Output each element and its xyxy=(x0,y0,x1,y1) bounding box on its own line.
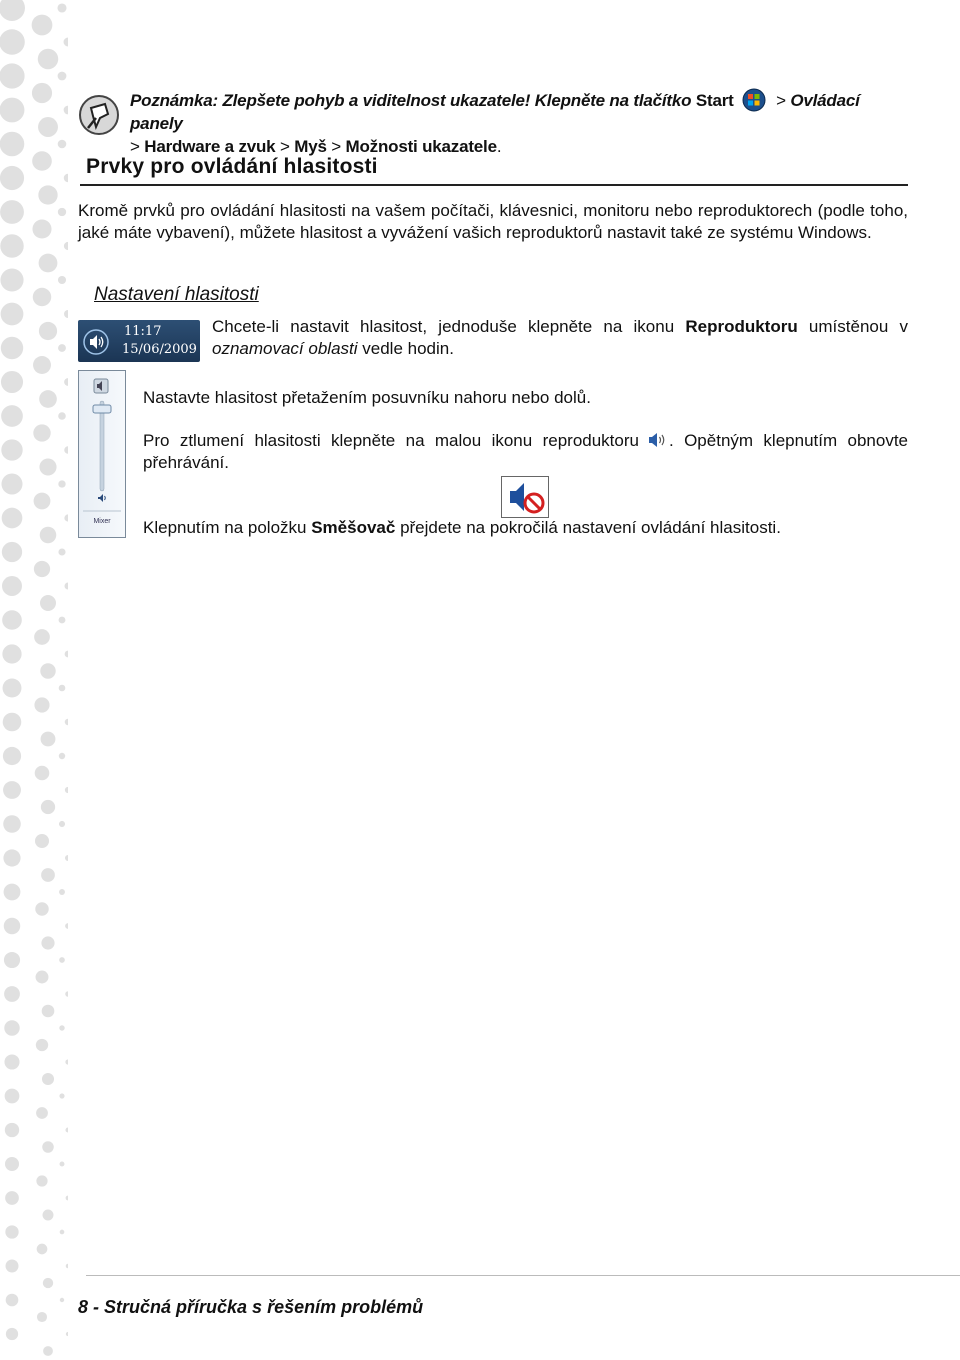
section-divider xyxy=(80,184,908,186)
taskbar-tray-image xyxy=(78,320,200,362)
mouse-label: Myš xyxy=(294,137,327,156)
volume-slider-graphic xyxy=(79,371,125,537)
tray-clock-date: 15/06/2009 xyxy=(122,342,197,357)
pointer-options-label: Možnosti ukazatele xyxy=(345,137,497,156)
volume-slider-panel-image xyxy=(78,370,126,538)
hardware-label: Hardware a zvuk xyxy=(144,137,276,156)
mute-instruction: Pro ztlumení hlasitosti klepněte na malou ikonu reproduktoru . Opětným klepnutím obnovte přehrávání. xyxy=(143,431,909,472)
subsection-title: Nastavení hlasitosti xyxy=(94,284,259,305)
section-title: Prvky pro ovládání hlasitosti xyxy=(86,155,378,178)
mixer-label: Mixer xyxy=(93,518,111,525)
note-pin-icon xyxy=(78,94,120,136)
volume-instructions-paragraph: Chcete-li nastavit hlasitost, jednoduše klepněte na ikonu Reproduktoru umístěnou v oznamovací oblasti vedle hodin. xyxy=(212,317,908,358)
tray-clock-time: 11:17 xyxy=(124,324,162,339)
control-panel-label: Ovládací panely xyxy=(130,91,860,133)
muted-speaker-icon xyxy=(504,479,546,515)
windows-start-icon xyxy=(742,88,766,112)
start-label: Start xyxy=(695,91,734,110)
tray-speaker-icon xyxy=(82,328,110,356)
note-paragraph: Poznámka: Zlepšete pohyb a viditelnost ukazatele! Klepněte na tlačítko Start > Ovládací panely > Hardware a zvuk > Myš > Možnosti ukazatele. xyxy=(130,88,910,158)
mixer-instruction: Klepnutím na položku Směšovač přejdete na pokročilá nastavení ovládání hlasitosti. xyxy=(143,518,781,537)
slider-instruction: Nastavte hlasitost přetažením posuvníku nahoru nebo dolů. xyxy=(143,388,591,407)
small-speaker-icon xyxy=(647,431,667,449)
decorative-dot-strip xyxy=(0,0,68,1360)
muted-speaker-icon-box xyxy=(501,476,549,518)
page-footer: 8 - Stručná příručka s řešením problémů xyxy=(78,1297,424,1317)
footer-divider xyxy=(86,1275,960,1276)
intro-paragraph: Kromě prvků pro ovládání hlasitosti na vašem počítači, klávesnici, monitoru nebo reproduktorech (podle toho, jaké máte vybavení), můžete hlasitost a vyvážení vašich reproduktorů nastavit také ze systému Windows. xyxy=(78,201,908,242)
note-label: Poznámka: xyxy=(130,91,218,110)
